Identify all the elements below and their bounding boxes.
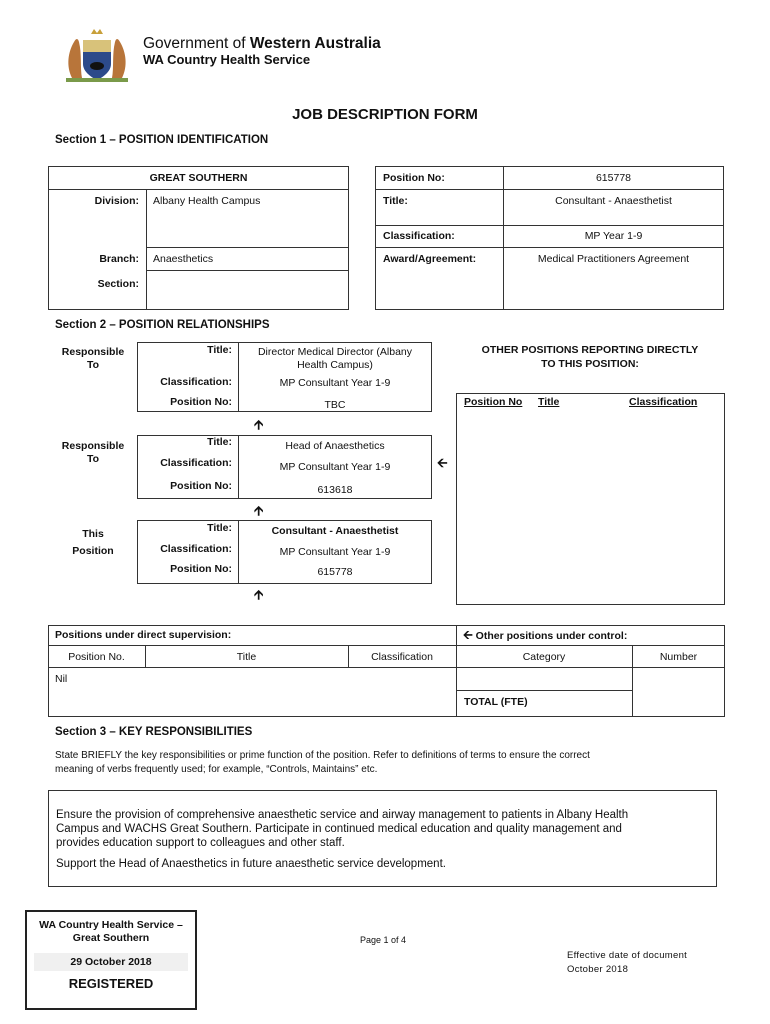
division-value: Albany Health Campus	[153, 195, 261, 207]
responsibilities-para-1: Ensure the provision of comprehensive anaesthetic service and airway management to patients in Albany Health Campus and WACHS Great Southern. Participate in continued medical education and quality management and provides education support to colleagues and other staff.	[56, 809, 629, 849]
other-positions-heading: OTHER POSITIONS REPORTING DIRECTLY TO THIS POSITION:	[481, 344, 699, 370]
box2-classification-value: MP Consultant Year 1-9	[279, 461, 391, 473]
box1-position-no-label: Position No:	[170, 396, 232, 408]
page-number: Page 1 of 4	[360, 935, 407, 945]
box3-title-value: Consultant - Anaesthetist	[271, 525, 399, 537]
box3-position-no-value: 615778	[317, 566, 353, 578]
other-col-classification: Classification	[629, 396, 698, 408]
government-of-text: Government of	[143, 35, 250, 52]
classification-value: MP Year 1-9	[584, 230, 643, 242]
arrow-up-icon: 🡩	[254, 417, 264, 432]
responsibilities-para-2: Support the Head of Anaesthetics in future anaesthetic service development.	[56, 858, 446, 870]
arrow-left-icon: 🡨	[463, 628, 473, 642]
col-title: Title	[236, 651, 257, 663]
this-position-label: This Position	[72, 528, 114, 557]
box1-position-no-value: TBC	[324, 399, 346, 411]
branch-value: Anaesthetics	[153, 253, 214, 265]
box3-classification-value: MP Consultant Year 1-9	[279, 546, 391, 558]
box2-classification-label: Classification:	[160, 457, 232, 469]
box1-title-value: Director Medical Director (Albany Health Campus)	[257, 346, 413, 371]
box3-title-label: Title:	[207, 522, 232, 534]
other-positions-box	[456, 393, 725, 605]
section3-heading: Section 3 – KEY RESPONSIBILITIES	[55, 726, 253, 738]
box1-classification-label: Classification:	[160, 376, 232, 388]
arrow-up-icon: 🡩	[254, 587, 264, 602]
stamp-org: WA Country Health Service – Great Southern	[39, 919, 183, 944]
col-category: Category	[522, 651, 566, 663]
box1-classification-value: MP Consultant Year 1-9	[279, 377, 391, 389]
stamp-status: REGISTERED	[68, 976, 154, 991]
region-header: GREAT SOUTHERN	[149, 172, 248, 184]
box3-classification-label: Classification:	[160, 543, 232, 555]
wa-crest	[58, 26, 136, 84]
stamp-date: 29 October 2018	[70, 956, 152, 968]
form-title: JOB DESCRIPTION FORM	[292, 106, 478, 123]
division-label: Division:	[94, 195, 139, 207]
supervision-heading: Positions under direct supervision:	[55, 629, 232, 641]
effective-date: Effective date of document October 2018	[567, 950, 688, 975]
box2-title-value: Head of Anaesthetics	[285, 440, 385, 452]
box3-position-no-label: Position No:	[170, 563, 232, 575]
title-value: Consultant - Anaesthetist	[555, 195, 672, 207]
arrow-up-icon: 🡩	[254, 503, 264, 518]
western-australia-text: Western Australia	[249, 35, 381, 52]
col-classification: Classification	[371, 651, 433, 663]
box1-title-label: Title:	[207, 344, 232, 356]
box2-position-no-value: 613618	[317, 484, 353, 496]
total-fte-label: TOTAL (FTE)	[464, 696, 528, 708]
other-col-position-no: Position No	[464, 396, 523, 408]
responsible-label-2: Responsible To	[61, 440, 125, 465]
section1-heading: Section 1 – POSITION IDENTIFICATION	[55, 134, 269, 146]
col-position-no: Position No.	[68, 651, 125, 663]
supervision-nil: Nil	[55, 673, 68, 685]
title-label: Title:	[383, 195, 408, 207]
other-col-title: Title	[538, 396, 560, 408]
wachs-title: WA Country Health Service	[143, 52, 311, 67]
col-number: Number	[659, 651, 698, 663]
position-no-value: 615778	[595, 172, 632, 184]
other-control-heading: 🡨 Other positions under control:	[463, 628, 628, 642]
award-label: Award/Agreement:	[383, 253, 477, 265]
responsible-label-1: Responsible To	[61, 346, 125, 371]
government-title	[143, 35, 381, 52]
box2-title-label: Title:	[207, 436, 232, 448]
classification-label: Classification:	[383, 230, 455, 242]
section3-intro: State BRIEFLY the key responsibilities or prime function of the position. Refer to definitions of terms to ensure the correct meaning of verbs frequently used; for example, “Controls, Maintains” etc.	[55, 750, 590, 775]
position-no-label: Position No:	[383, 172, 445, 184]
award-value: Medical Practitioners Agreement	[537, 253, 690, 265]
box2-position-no-label: Position No:	[170, 480, 232, 492]
section-label: Section:	[97, 278, 139, 290]
arrow-left-icon: 🡨	[437, 455, 448, 470]
section2-heading: Section 2 – POSITION RELATIONSHIPS	[55, 319, 270, 331]
branch-label: Branch:	[99, 253, 139, 265]
